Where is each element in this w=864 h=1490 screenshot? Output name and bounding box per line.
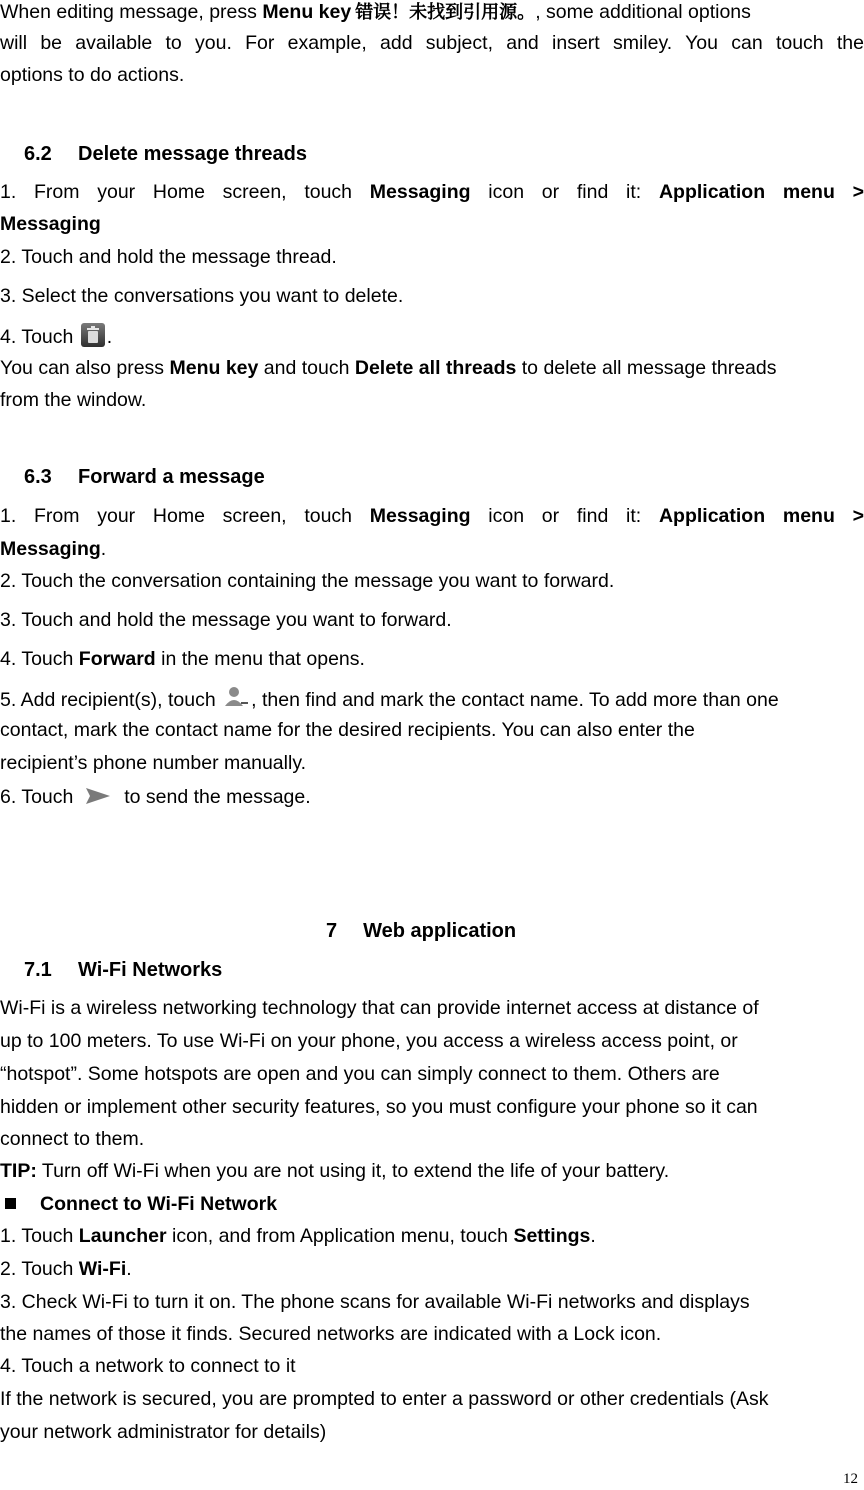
reference-error: 错误！未找到引用源。: [355, 2, 536, 23]
connect-wifi-heading: Connect to Wi-Fi Network: [0, 1192, 277, 1216]
s62-para-2: from the window.: [0, 389, 147, 411]
s63-step-5: 5. Add recipient(s), touch , then find and mark the contact name. To add more than one: [0, 686, 779, 716]
chapter-7-heading: 7 Web application: [326, 920, 517, 942]
s63-step-4: 4. Touch Forward in the menu that opens.: [0, 648, 365, 670]
s63-step-1: 1. From your Home screen, touch Messaging icon or find it: Application menu >: [0, 505, 864, 527]
s71-para-line-4: hidden or implement other security features, so you must configure your phone so it can: [0, 1096, 758, 1118]
connect-step-2: 2. Touch Wi-Fi.: [0, 1258, 132, 1280]
connect-step-4: 4. Touch a network to connect to it: [0, 1355, 296, 1377]
intro-line-3: options to do actions.: [0, 64, 185, 86]
s71-para-line-3: “hotspot”. Some hotspots are open and you can simply connect to them. Others are: [0, 1063, 720, 1085]
s63-step-6: 6. Touch to send the message.: [0, 785, 311, 813]
tip: TIP: Turn off Wi-Fi when you are not using it, to extend the life of your battery.: [0, 1160, 670, 1182]
intro-line-2: will be available to you. For example, add subject, and insert smiley. You can touch the: [0, 32, 864, 54]
s62-step-1: 1. From your Home screen, touch Messaging icon or find it: Application menu >: [0, 181, 864, 203]
s63-step-3: 3. Touch and hold the message you want to forward.: [0, 609, 452, 631]
contact-person-icon: [223, 686, 249, 716]
s62-step-1-cont: Messaging: [0, 213, 101, 235]
s62-step-4: 4. Touch .: [0, 323, 112, 353]
s62-para-1: You can also press Menu key and touch Delete all threads to delete all message threads: [0, 357, 777, 379]
bullet-square-icon: [5, 1198, 16, 1209]
page-number: 12: [843, 1471, 858, 1487]
s63-step-2: 2. Touch the conversation containing the message you want to forward.: [0, 570, 615, 592]
final-para-line-1: If the network is secured, you are prompted to enter a password or other credentials (Ask: [0, 1388, 769, 1410]
connect-step-3-line-1: 3. Check Wi-Fi to turn it on. The phone scans for available Wi-Fi networks and displays: [0, 1291, 750, 1313]
s71-para-line-2: up to 100 meters. To use Wi-Fi on your phone, you access a wireless access point, or: [0, 1030, 738, 1052]
connect-step-1: 1. Touch Launcher icon, and from Application menu, touch Settings.: [0, 1225, 596, 1247]
s62-step-3: 3. Select the conversations you want to delete.: [0, 285, 404, 307]
intro-line-1: When editing message, press Menu key 错误！未找到引用源。, some additional options: [0, 1, 751, 23]
s62-step-2: 2. Touch and hold the message thread.: [0, 246, 337, 268]
s63-step-5-line-2: contact, mark the contact name for the desired recipients. You can also enter the: [0, 719, 695, 741]
s71-para-line-1: Wi-Fi is a wireless networking technology that can provide internet access at distance of: [0, 997, 759, 1019]
connect-step-3-line-2: the names of those it finds. Secured networks are indicated with a Lock icon.: [0, 1323, 662, 1345]
s71-para-line-5: connect to them.: [0, 1128, 145, 1150]
final-para-line-2: your network administrator for details): [0, 1421, 327, 1443]
menu-key-label: Menu key: [262, 1, 352, 23]
trash-icon: [81, 323, 105, 353]
tip-label: TIP:: [0, 1160, 37, 1182]
send-icon: [85, 785, 111, 813]
s63-step-1-cont: Messaging.: [0, 538, 107, 560]
s63-step-5-line-3: recipient’s phone number manually.: [0, 752, 307, 774]
